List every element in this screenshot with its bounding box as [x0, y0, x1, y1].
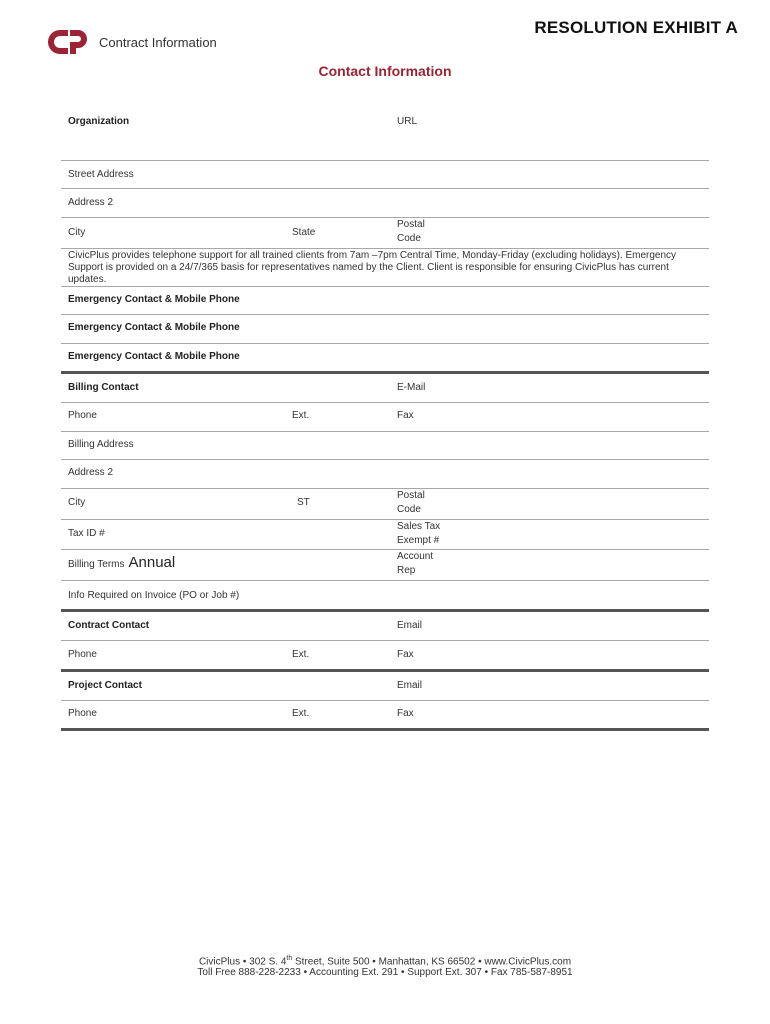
- project-ext-label: Ext.: [292, 708, 310, 719]
- billing-address2-row[interactable]: [61, 460, 709, 489]
- state-label: State: [292, 227, 316, 238]
- contact-form: [61, 100, 709, 731]
- postal-line-1: Postal: [397, 219, 425, 230]
- emergency-contact-row[interactable]: [61, 315, 709, 344]
- exhibit-title: RESOLUTION EXHIBIT A: [534, 18, 738, 37]
- billing-st-label: ST: [297, 497, 310, 508]
- page-title: Contact Information: [318, 63, 452, 79]
- postal-code-label: [397, 218, 425, 246]
- postal-line-2: Code: [397, 233, 421, 244]
- organization-row[interactable]: [61, 100, 709, 161]
- address2-row[interactable]: [61, 189, 709, 218]
- footer-address-end: Street, Suite 500 • Manhattan, KS 66502 • www.CivicPlus.com: [292, 956, 572, 968]
- billing-city-label: City: [68, 497, 86, 508]
- billing-postal-line-1: Postal: [397, 490, 425, 501]
- contract-contact-row[interactable]: [61, 612, 709, 641]
- sales-tax-line-2: Exempt #: [397, 535, 440, 546]
- billing-contact-label: Billing Contact: [68, 382, 139, 393]
- invoice-info-row[interactable]: [61, 581, 709, 612]
- billing-postal-label: [397, 489, 425, 517]
- billing-ext-label: Ext.: [292, 410, 310, 421]
- billing-postal-line-2: Code: [397, 504, 421, 515]
- support-note: CivicPlus provides telephone support for all trained clients from 7am –7pm Central Time, Monday-Friday (excluding holidays). Emergency Support is provided on a 24/7/365 basis for representatives named by the Client. Client is responsible for ensuring CivicPlus has current updates.: [68, 250, 677, 285]
- organization-label: Organization: [68, 116, 130, 127]
- footer-superscript: th: [286, 955, 293, 962]
- billing-phone-label: Phone: [68, 410, 97, 421]
- billing-terms-label: [68, 556, 175, 572]
- billing-city-row[interactable]: [61, 489, 709, 520]
- sales-tax-label: [397, 520, 440, 548]
- street-address-label: Street Address: [68, 169, 134, 180]
- account-rep-label: [397, 550, 433, 578]
- emergency-contact-label: Emergency Contact & Mobile Phone: [68, 351, 240, 362]
- emergency-contact-label: Emergency Contact & Mobile Phone: [68, 322, 240, 333]
- emergency-contact-row[interactable]: [61, 287, 709, 315]
- tax-id-row[interactable]: [61, 520, 709, 550]
- contract-contact-label: Contract Contact: [68, 620, 150, 631]
- billing-phone-row[interactable]: [61, 403, 709, 432]
- account-rep-line-1: Account: [397, 551, 434, 562]
- project-email-label: Email: [397, 680, 423, 691]
- city-label: City: [68, 227, 86, 238]
- billing-terms-row[interactable]: [61, 550, 709, 581]
- city-state-row[interactable]: [61, 218, 709, 249]
- support-note-row: [61, 249, 709, 287]
- billing-address-label: Billing Address: [68, 439, 134, 450]
- url-label: URL: [397, 116, 418, 127]
- account-rep-line-2: Rep: [397, 565, 416, 576]
- billing-address2-label: Address 2: [68, 467, 114, 478]
- civicplus-logo-icon: [46, 28, 90, 56]
- footer-address-start: CivicPlus • 302 S. 4: [198, 956, 287, 968]
- address2-label: Address 2: [68, 197, 114, 208]
- tax-id-label: Tax ID #: [68, 528, 105, 539]
- contract-ext-label: Ext.: [292, 649, 310, 660]
- emergency-contact-label: Emergency Contact & Mobile Phone: [68, 294, 240, 305]
- project-fax-label: Fax: [397, 708, 414, 719]
- billing-email-label: E-Mail: [397, 382, 426, 393]
- billing-terms-text: Billing Terms: [68, 559, 125, 570]
- sales-tax-line-1: Sales Tax: [397, 521, 441, 532]
- contract-email-label: Email: [397, 620, 423, 631]
- project-phone-row[interactable]: [61, 701, 709, 731]
- contract-fax-label: Fax: [397, 649, 414, 660]
- billing-terms-value[interactable]: Annual: [128, 554, 176, 571]
- header-subtitle: Contract Information: [99, 35, 217, 50]
- project-contact-row[interactable]: [61, 672, 709, 701]
- billing-fax-label: Fax: [397, 410, 414, 421]
- project-phone-label: Phone: [68, 708, 97, 719]
- billing-contact-row[interactable]: [61, 374, 709, 403]
- billing-address-row[interactable]: [61, 432, 709, 460]
- project-contact-label: Project Contact: [68, 680, 142, 691]
- street-address-row[interactable]: [61, 161, 709, 189]
- contract-phone-row[interactable]: [61, 641, 709, 672]
- contract-phone-label: Phone: [68, 649, 97, 660]
- emergency-contact-row[interactable]: [61, 344, 709, 374]
- invoice-info-label: Info Required on Invoice (PO or Job #): [68, 590, 240, 601]
- footer-phone-line: Toll Free 888-228-2233 • Accounting Ext. 291 • Support Ext. 307 • Fax 785-587-8951: [197, 967, 573, 978]
